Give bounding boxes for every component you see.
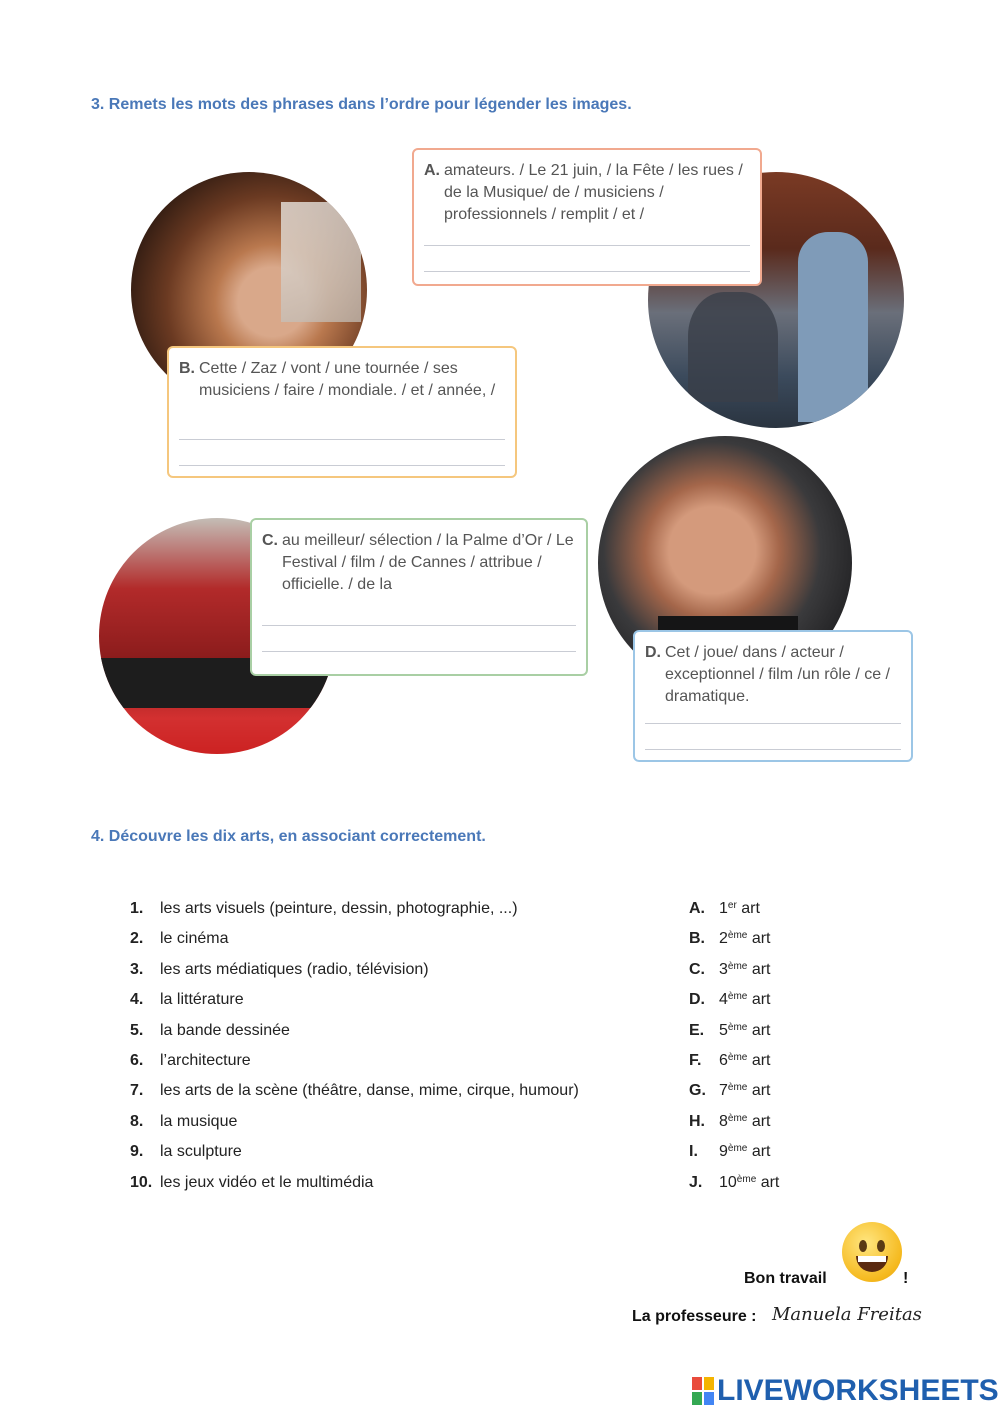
item-number: 4. [130, 991, 144, 1009]
item-number: 1. [130, 900, 144, 917]
art-word: art [751, 1143, 771, 1161]
item-number: 5. [130, 1021, 144, 1039]
art-word: art [751, 960, 771, 978]
art-ordinal [719, 1050, 770, 1072]
ordinal-suffix: ème [736, 1173, 757, 1185]
liveworksheets-logo [692, 1376, 999, 1406]
art-letter: A. [689, 900, 705, 917]
caption-box-d: D. Cet / joue/ dans / acteur / exceptionnel / film /un rôle / ce / dramatique. [633, 630, 913, 762]
art-letter: G. [689, 1082, 706, 1100]
ordinal-number: 4 [719, 991, 728, 1009]
art-letter: H. [689, 1112, 705, 1130]
art-word: art [751, 991, 771, 1009]
ordinal-suffix: ème [727, 1052, 748, 1063]
ordinal-suffix: ème [727, 991, 748, 1003]
art-ordinal [719, 898, 760, 920]
item-number: 7. [130, 1082, 144, 1100]
item-number: 10. [130, 1173, 153, 1191]
item-number: 9. [130, 1143, 144, 1161]
art-letter: F. [689, 1052, 702, 1069]
ordinal-number: 2 [719, 930, 728, 948]
art-ordinal [719, 1141, 770, 1163]
art-letter: J. [689, 1173, 703, 1191]
ordinal-number: 1 [719, 900, 728, 917]
art-word: art [751, 1082, 771, 1100]
art-letter: D. [689, 991, 705, 1009]
item-number: 6. [130, 1052, 144, 1069]
smiley-icon [842, 1222, 902, 1282]
item-text: les jeux vidéo et le multimédia [160, 1173, 374, 1191]
item-text: l’architecture [160, 1052, 251, 1069]
item-text: le cinéma [160, 930, 229, 948]
item-text: la musique [160, 1112, 238, 1130]
art-letter: B. [689, 930, 705, 948]
ordinal-number: 10 [719, 1173, 737, 1191]
ordinal-number: 7 [719, 1082, 728, 1100]
live-badge-icon [692, 1377, 714, 1405]
exercise-3-title: 3. Remets les mots des phrases dans l’ordre pour légender les images. [91, 96, 632, 113]
ordinal-suffix: ème [727, 930, 748, 942]
caption-box-c: C. au meilleur/ sélection / la Palme d’Or / Le Festival / film / de Cannes / attribue / officielle. / de la [250, 518, 588, 676]
art-letter: C. [689, 960, 705, 978]
bon-travail-text: Bon travail [744, 1270, 827, 1287]
item-number: 8. [130, 1112, 144, 1130]
ordinal-suffix: ème [727, 1143, 748, 1155]
item-text: les arts de la scène (théâtre, danse, mime, cirque, humour) [160, 1082, 579, 1100]
ordinal-number: 5 [719, 1021, 728, 1039]
art-word: art [751, 1021, 771, 1039]
teacher-label: La professeure : [632, 1308, 757, 1325]
item-text: les arts visuels (peinture, dessin, photographie, ...) [160, 900, 518, 917]
item-text: la sculpture [160, 1143, 242, 1161]
ordinal-suffix: ème [727, 1021, 748, 1033]
item-text: la bande dessinée [160, 1021, 290, 1039]
ordinal-suffix: ème [727, 1082, 748, 1094]
art-ordinal [719, 928, 770, 950]
ordinal-number: 8 [719, 1112, 728, 1130]
art-word: art [760, 1173, 780, 1191]
ordinal-number: 9 [719, 1143, 728, 1161]
art-word: art [751, 930, 771, 948]
item-number: 3. [130, 960, 144, 978]
caption-box-b: B. Cette / Zaz / vont / une tournée / ses musiciens / faire / mondiale. / et / année, / [167, 346, 517, 478]
ordinal-suffix: ème [727, 1112, 748, 1124]
art-letter: E. [689, 1021, 705, 1039]
art-word: art [751, 1052, 771, 1069]
art-word: art [751, 1112, 771, 1130]
art-ordinal [719, 1020, 770, 1042]
ordinal-suffix: er [727, 900, 737, 911]
item-text: les arts médiatiques (radio, télévision) [160, 960, 429, 978]
teacher-signature: Manuela Freitas [772, 1304, 922, 1325]
art-ordinal [719, 1111, 770, 1133]
ordinal-number: 3 [719, 960, 728, 978]
exclamation-mark: ! [903, 1270, 909, 1287]
item-number: 2. [130, 930, 144, 948]
art-ordinal [719, 959, 770, 981]
art-letter: I. [689, 1143, 698, 1161]
exercise-4-title: 4. Découvre les dix arts, en associant correctement. [91, 828, 486, 845]
brand-name: LIVEWORKSHEETS [717, 1374, 999, 1407]
ordinal-number: 6 [719, 1052, 728, 1069]
art-ordinal [719, 1080, 770, 1102]
art-ordinal [719, 989, 770, 1011]
item-text: la littérature [160, 991, 244, 1009]
caption-box-a: A. amateurs. / Le 21 juin, / la Fête / les rues / de la Musique/ de / musiciens / professionnels / remplit / et / [412, 148, 762, 286]
art-word: art [741, 900, 760, 917]
art-ordinal [719, 1172, 779, 1194]
ordinal-suffix: ème [727, 960, 748, 972]
